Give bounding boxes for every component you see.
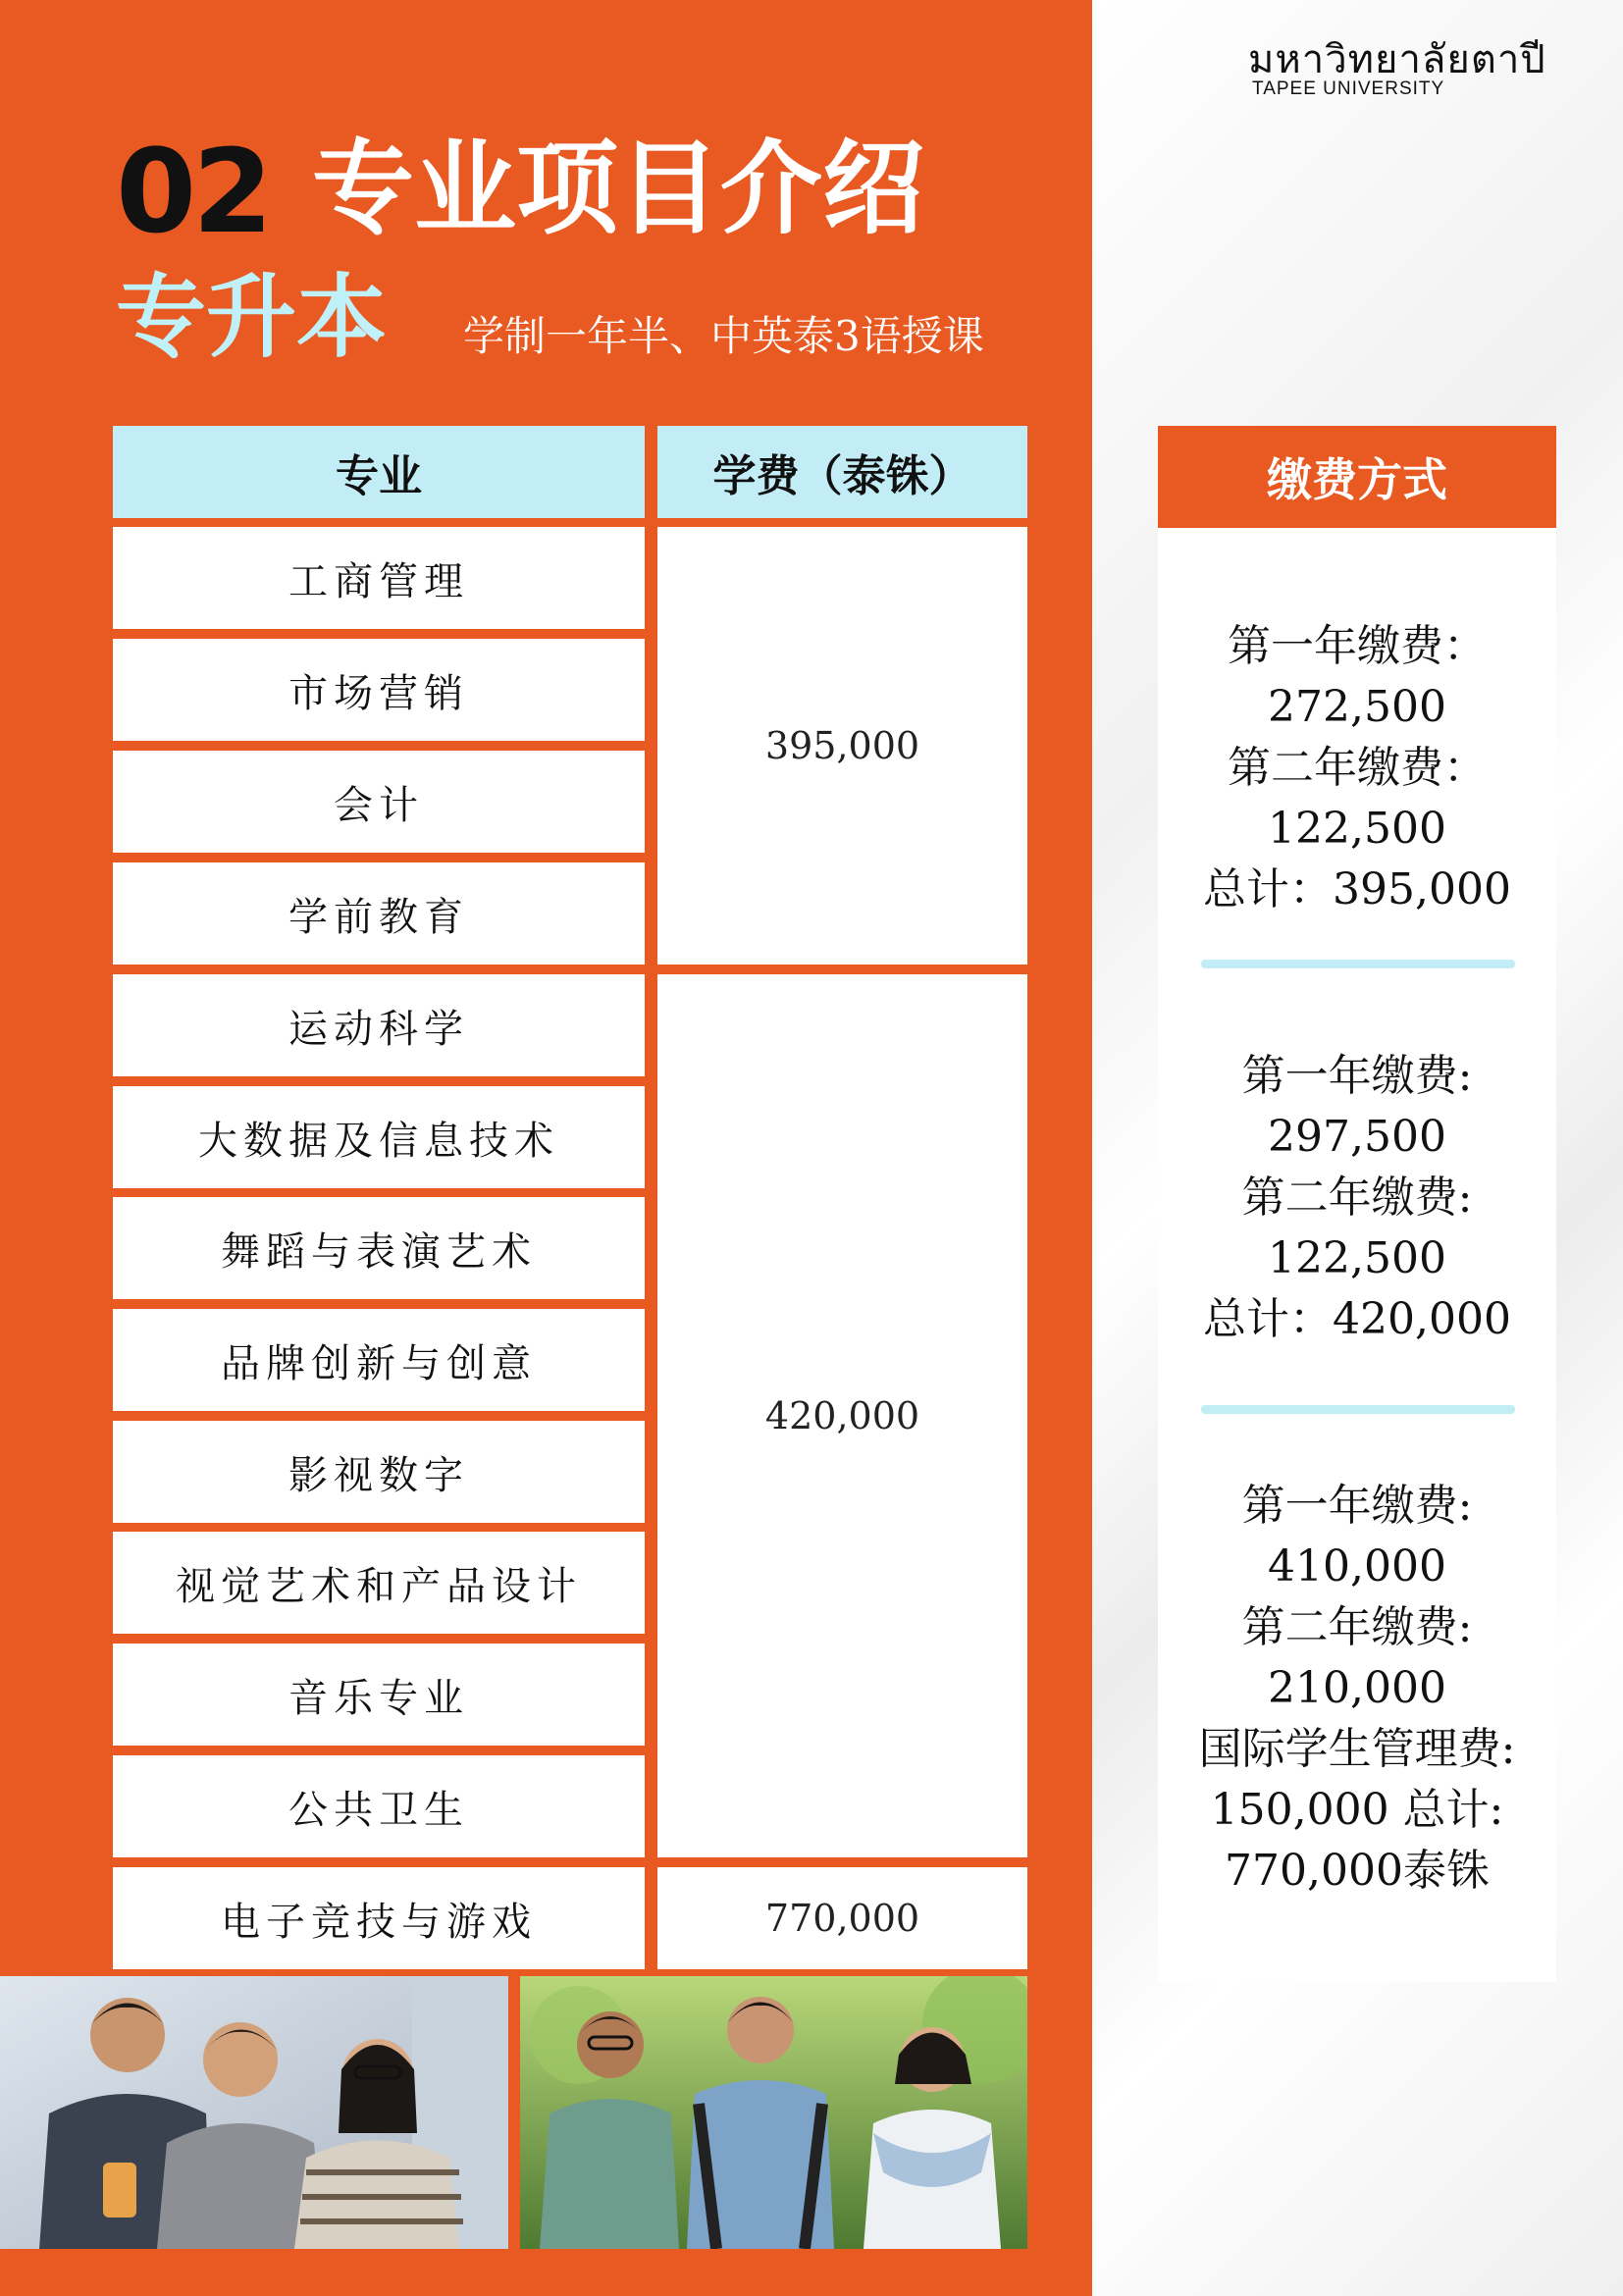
fee-cell: 395,000 bbox=[657, 527, 1027, 965]
major-cell: 公共卫生 bbox=[113, 1755, 645, 1857]
students-photo-left bbox=[0, 1976, 508, 2249]
payment-line: 297,500 bbox=[1268, 1112, 1446, 1162]
payment-line: 第二年缴费: bbox=[1241, 1602, 1473, 1652]
major-cell: 会计 bbox=[113, 751, 645, 853]
payment-line: 第一年缴费: bbox=[1241, 1051, 1473, 1101]
major-cell: 舞蹈与表演艺术 bbox=[113, 1197, 645, 1299]
fee-cell: 420,000 bbox=[657, 974, 1027, 1857]
column-header-major: 专业 bbox=[113, 426, 645, 518]
major-cell: 市场营销 bbox=[113, 639, 645, 741]
major-cell: 音乐专业 bbox=[113, 1644, 645, 1746]
payment-line: 第一年缴费： bbox=[1228, 621, 1487, 671]
payment-line: 国际学生管理费: bbox=[1198, 1724, 1516, 1774]
payment-line: 第二年缴费： bbox=[1228, 743, 1487, 793]
payment-line: 第二年缴费: bbox=[1241, 1173, 1473, 1223]
payment-header: 缴费方式 bbox=[1158, 426, 1556, 528]
fee-cell: 770,000 bbox=[657, 1867, 1027, 1969]
payment-line: 第一年缴费: bbox=[1241, 1481, 1473, 1531]
university-logo-en: TAPEE UNIVERSITY bbox=[1252, 78, 1445, 99]
payment-line: 122,500 bbox=[1268, 1233, 1446, 1283]
major-cell: 学前教育 bbox=[113, 862, 645, 965]
major-cell: 运动科学 bbox=[113, 974, 645, 1076]
payment-line: 总计：420,000 bbox=[1203, 1294, 1511, 1344]
section-number: 02 bbox=[116, 124, 270, 259]
major-cell: 电子竞技与游戏 bbox=[113, 1867, 645, 1969]
payment-line: 总计：395,000 bbox=[1203, 864, 1511, 914]
program-description: 学制一年半、中英泰3语授课 bbox=[463, 312, 984, 360]
payment-line: 210,000 bbox=[1268, 1663, 1446, 1713]
payment-divider bbox=[1201, 1405, 1515, 1414]
payment-box bbox=[1158, 528, 1556, 1982]
column-header-fee: 学费（泰铢） bbox=[657, 426, 1027, 518]
students-photo-right bbox=[520, 1976, 1027, 2249]
university-logo-thai: มหาวิทยาลัยตาปี bbox=[1248, 37, 1546, 82]
major-cell: 品牌创新与创意 bbox=[113, 1309, 645, 1411]
major-cell: 工商管理 bbox=[113, 527, 645, 629]
major-cell: 大数据及信息技术 bbox=[113, 1086, 645, 1188]
payment-line: 770,000泰铢 bbox=[1225, 1846, 1490, 1896]
major-cell: 视觉艺术和产品设计 bbox=[113, 1532, 645, 1634]
payment-divider bbox=[1201, 960, 1515, 968]
payment-line: 272,500 bbox=[1268, 682, 1446, 732]
program-title: 专升本 bbox=[116, 265, 388, 370]
payment-line: 150,000 总计: bbox=[1210, 1785, 1504, 1835]
major-cell: 影视数字 bbox=[113, 1421, 645, 1523]
section-title: 专业项目介绍 bbox=[312, 129, 925, 248]
payment-line: 410,000 bbox=[1268, 1541, 1446, 1592]
payment-line: 122,500 bbox=[1268, 804, 1446, 854]
